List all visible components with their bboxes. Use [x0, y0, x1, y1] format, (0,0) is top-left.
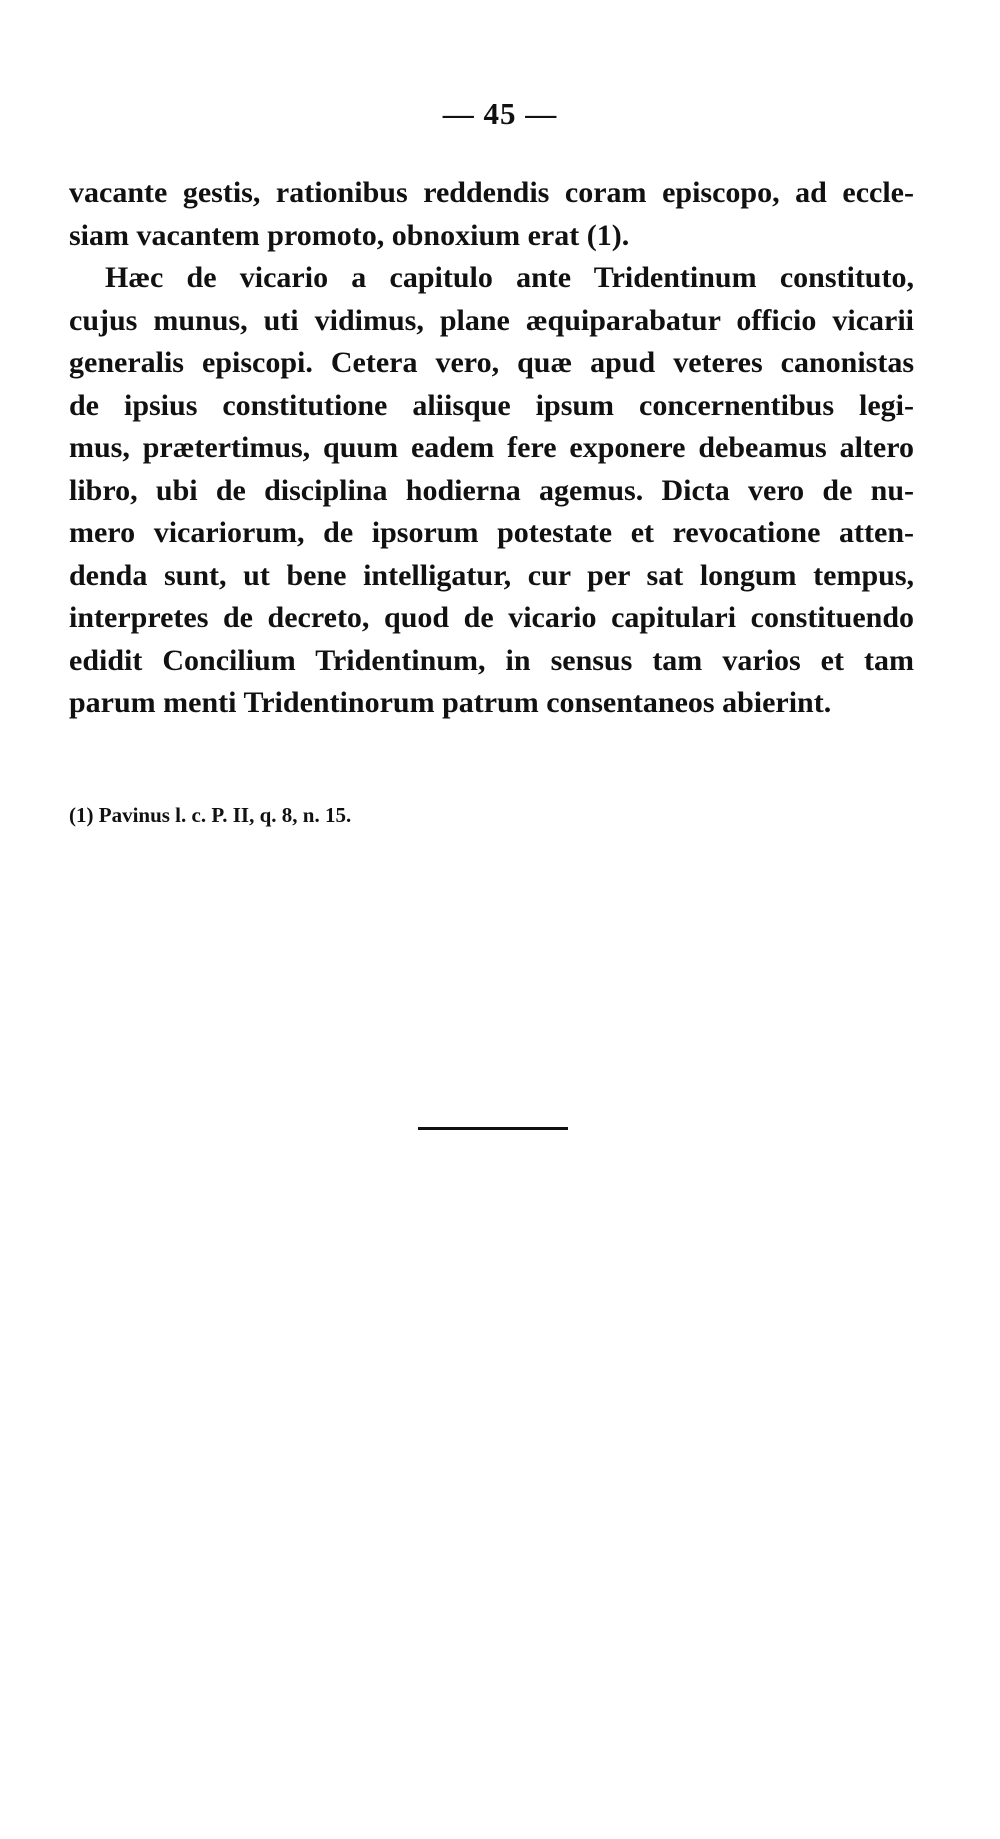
text-line: generalis episcopi. Cetera vero, quæ apud veteres canonistas — [69, 346, 914, 379]
text-line: siam vacantem promoto, obnoxium erat (1). — [69, 218, 630, 252]
body-text — [69, 172, 914, 725]
text-line: parum menti Tridentinorum patrum consentaneos abierint. — [69, 686, 832, 719]
page-number: — 45 — — [442, 96, 558, 131]
text-line: mus, prætertimus, quum eadem fere exponere debeamus altero — [69, 431, 914, 464]
text-line: cujus munus, uti vidimus, plane æquiparabatur officio vicarii — [69, 303, 914, 337]
section-end-rule — [418, 1127, 568, 1130]
text-line: edidit Concilium Tridentinum, in sensus tam varios et tam — [69, 643, 914, 677]
footnote: (1) Pavinus l. c. P. II, q. 8, n. 15. — [69, 803, 352, 827]
text-line: interpretes de decreto, quod de vicario capitulari constituendo — [69, 601, 914, 634]
text-line: vacante gestis, rationibus reddendis coram episcopo, ad eccle- — [69, 176, 914, 209]
text-line: denda sunt, ut bene intelligatur, cur per sat longum tempus, — [69, 558, 914, 592]
text-line: de ipsius constitutione aliisque ipsum concernentibus legi- — [69, 388, 914, 422]
text-line: libro, ubi de disciplina hodierna agemus. Dicta vero de nu- — [69, 473, 914, 507]
text-line: mero vicariorum, de ipsorum potestate et revocatione atten- — [69, 516, 914, 549]
text-line: Hæc de vicario a capitulo ante Tridentinum constituto, — [105, 261, 914, 294]
